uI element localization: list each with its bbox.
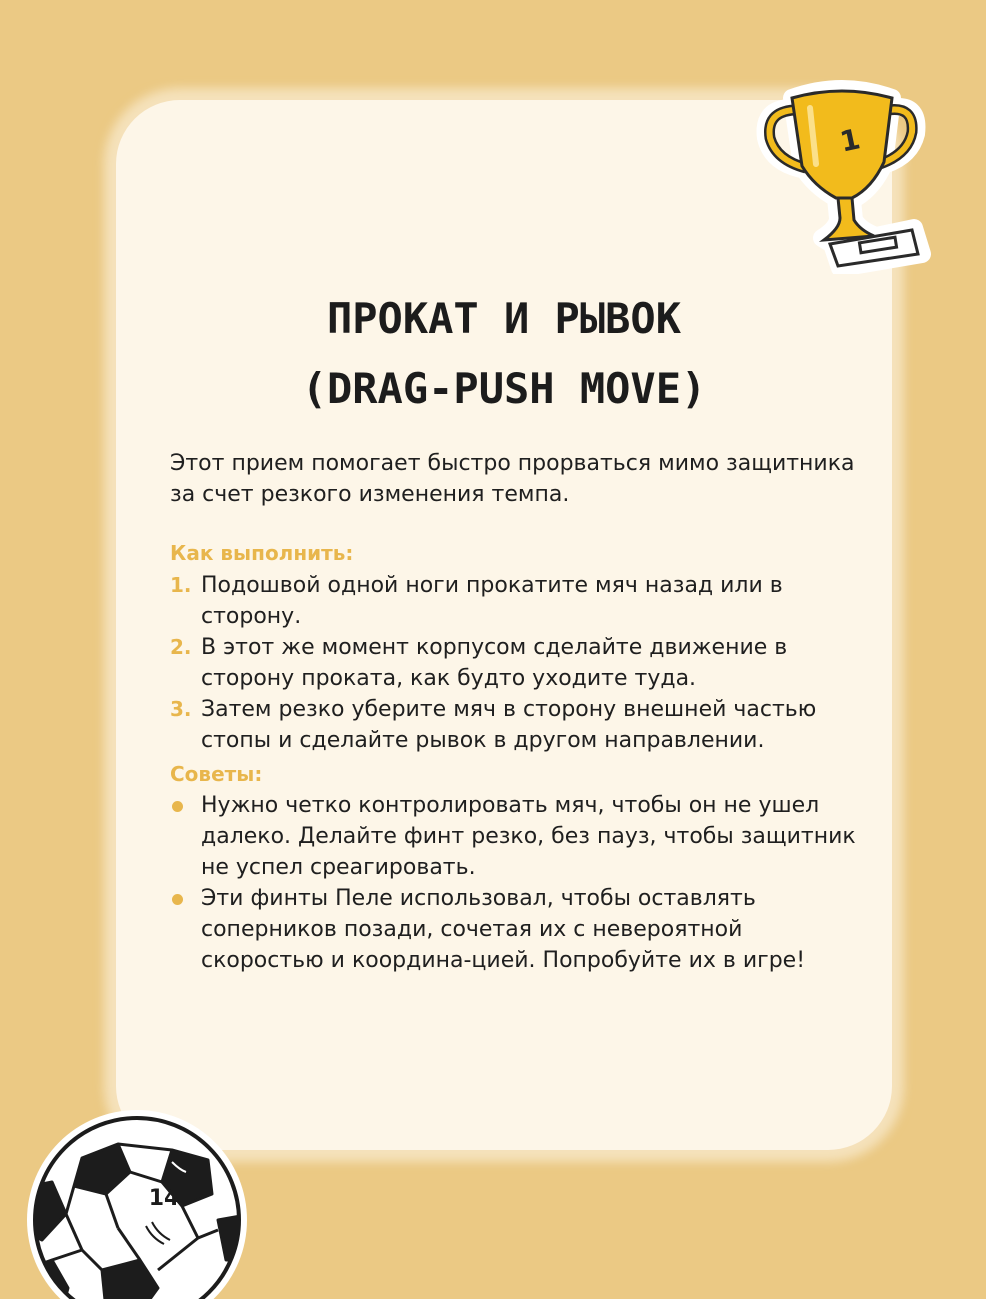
trophy-icon xyxy=(752,68,932,274)
list-item xyxy=(170,883,860,976)
page-number: 14 xyxy=(148,1186,180,1211)
list-item xyxy=(170,632,860,694)
step-text: Затем резко уберите мяч в сторону внешней частью стопы и сделайте рывок в другом направлении. xyxy=(201,697,817,753)
intro-paragraph: Этот прием помогает быстро прорваться мимо защитника за счет резкого изменения темпа. xyxy=(170,451,855,507)
step-number: 3. xyxy=(170,697,192,721)
tips-heading: Советы: xyxy=(170,762,263,786)
page-title xyxy=(116,284,892,424)
list-item xyxy=(170,694,860,756)
step-text: В этот же момент корпусом сделайте движение в сторону проката, как будто уходите туда. xyxy=(201,635,788,691)
title-line-1: ПРОКАТ И РЫВОК xyxy=(326,294,681,343)
tips-list xyxy=(170,790,860,976)
tip-text: Нужно четко контролировать мяч, чтобы он не ушел далеко. Делайте финт резко, без пауз, чтобы защитник не успел среагировать. xyxy=(201,793,856,880)
step-number: 1. xyxy=(170,573,192,597)
steps-list xyxy=(170,570,860,756)
title-line-2: (DRAG-PUSH MOVE) xyxy=(301,364,707,413)
tip-text: Эти финты Пеле использовал, чтобы оставлять соперников позади, сочетая их с невероятной скоростью и координа-цией. Попробуйте их в игре! xyxy=(201,886,806,973)
list-item xyxy=(170,790,860,883)
bullet-icon xyxy=(172,894,183,905)
how-to-heading: Как выполнить: xyxy=(170,541,354,565)
step-number: 2. xyxy=(170,635,192,659)
bullet-icon xyxy=(172,801,183,812)
trophy-label: 1 xyxy=(837,122,864,159)
list-item xyxy=(170,570,860,632)
step-text: Подошвой одной ноги прокатите мяч назад или в сторону. xyxy=(201,573,783,629)
